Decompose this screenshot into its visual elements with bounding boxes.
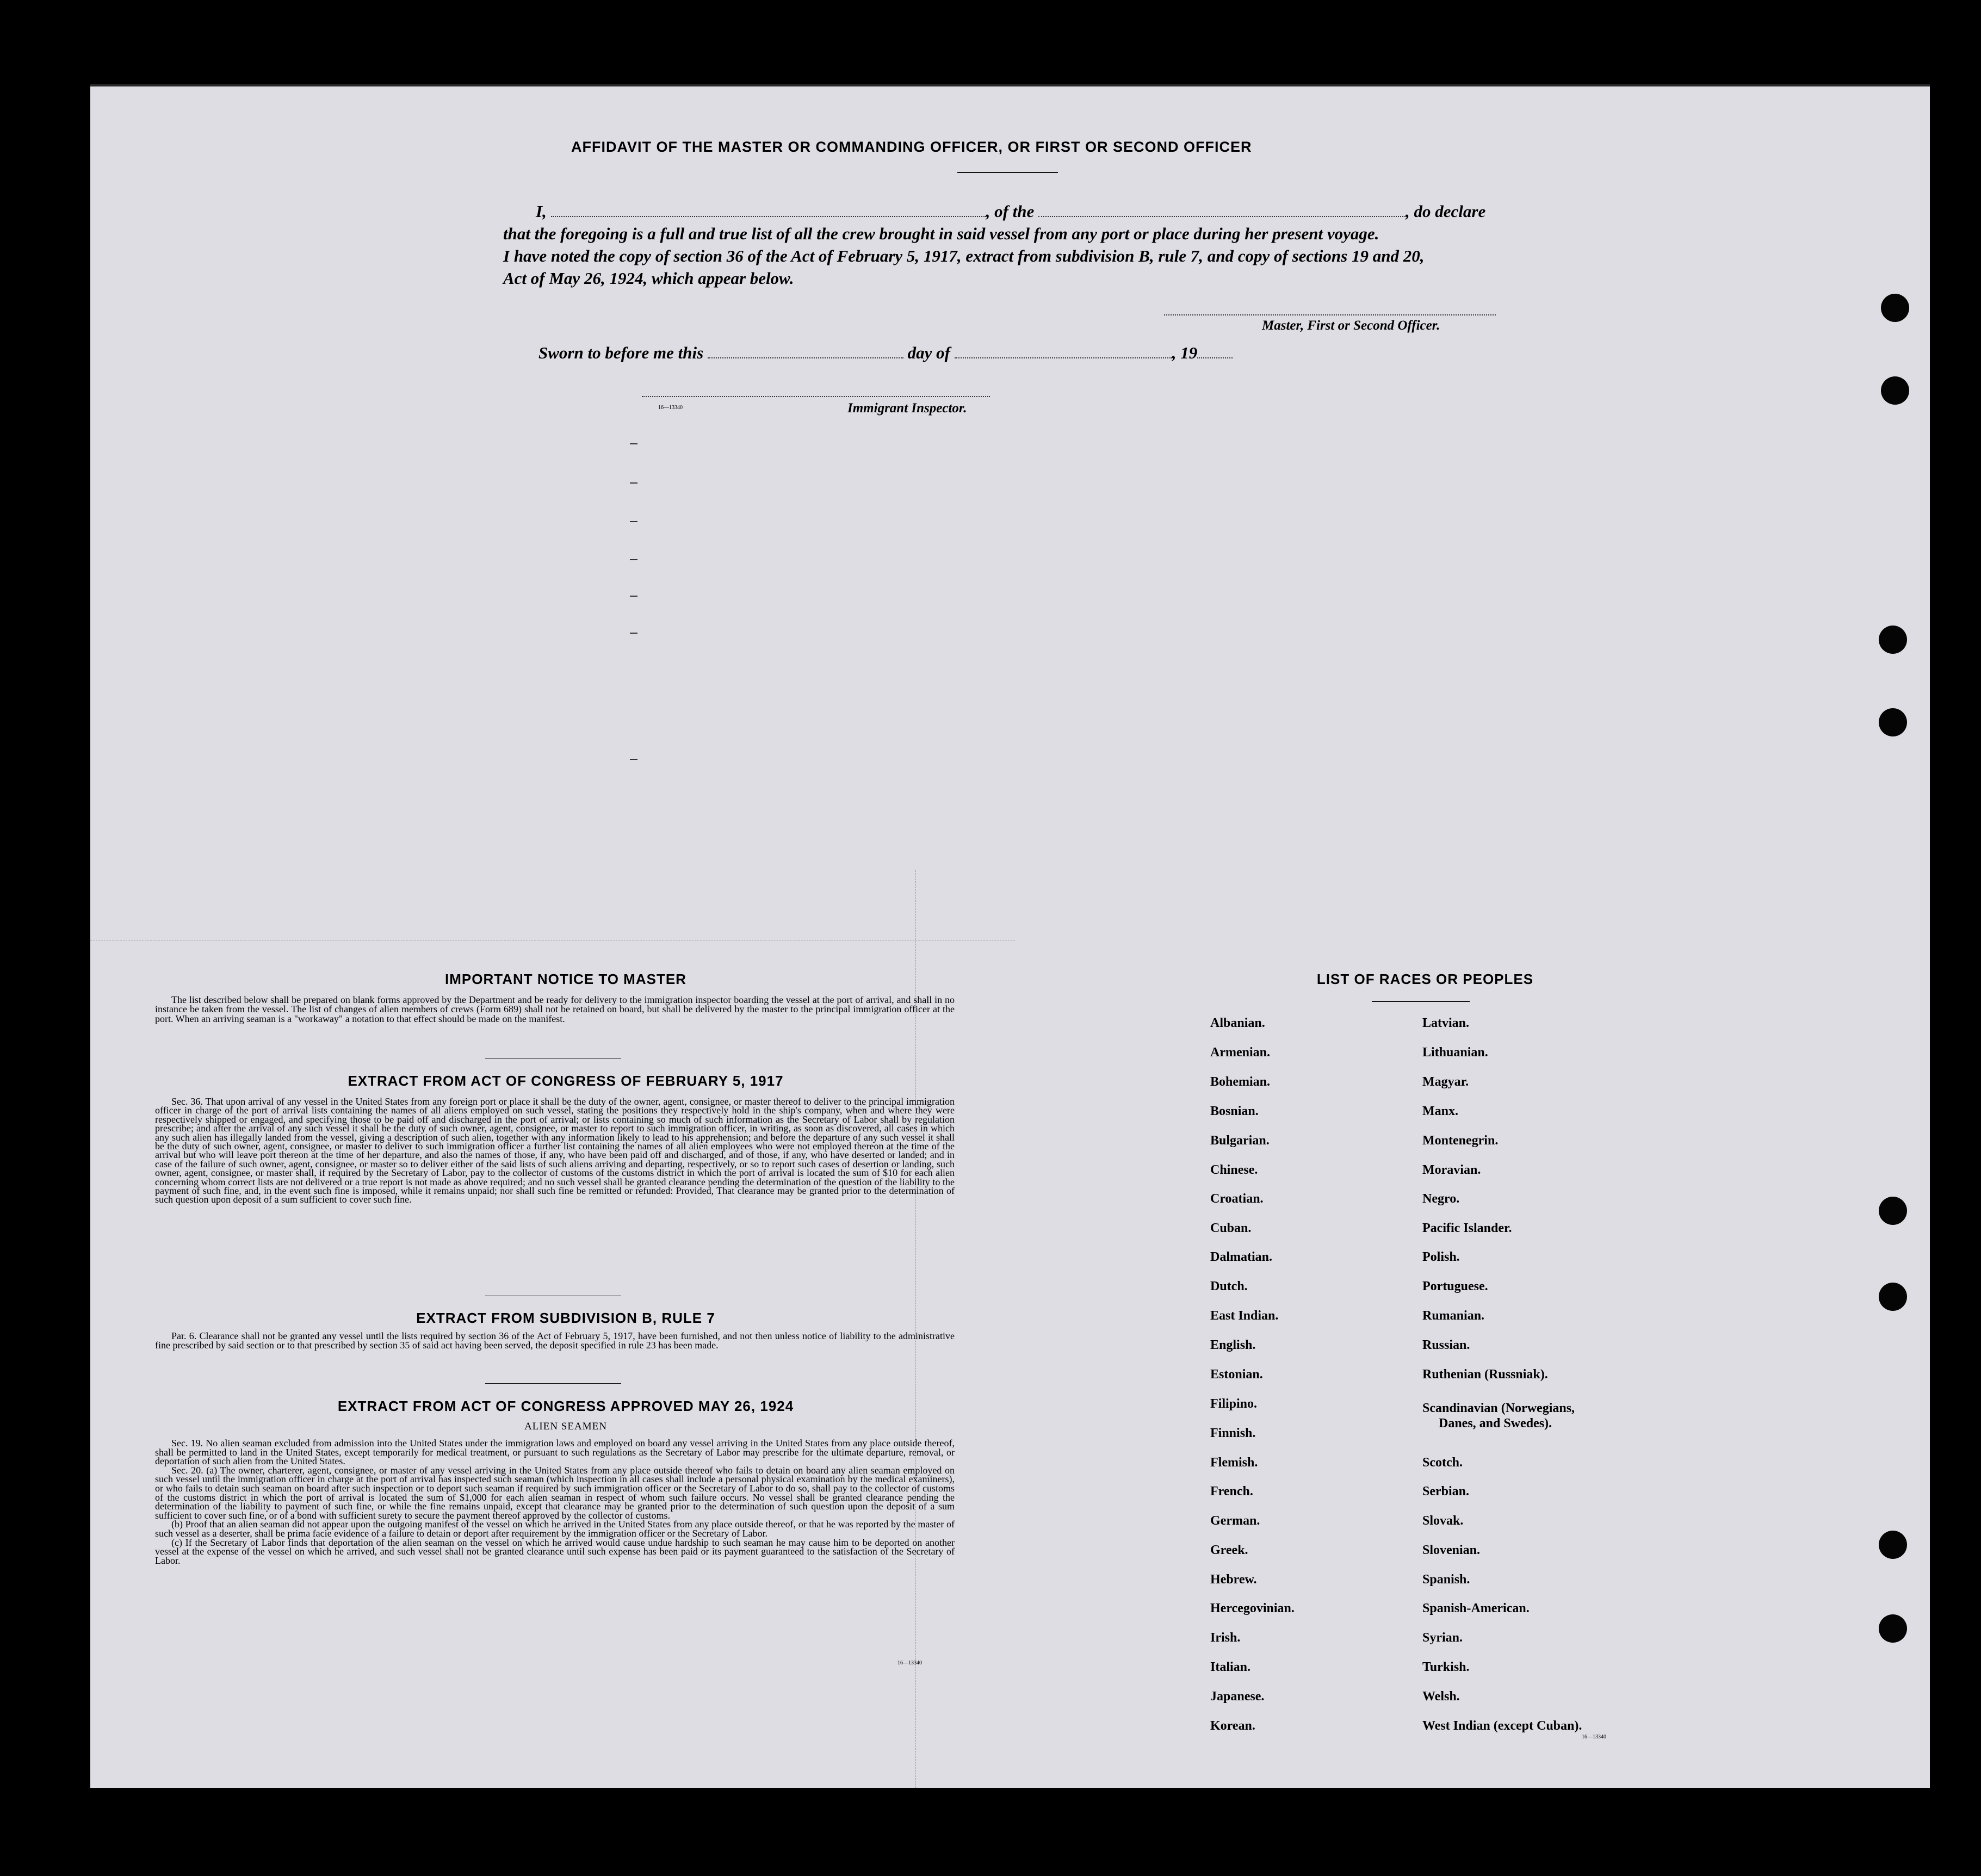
scan-mark (630, 482, 637, 484)
race-right: Polish. (1422, 1250, 1460, 1264)
rule7-title: EXTRACT FROM SUBDIVISION B, RULE 7 (416, 1310, 715, 1326)
race-left: Hebrew. (1210, 1572, 1257, 1587)
scan-mark (630, 559, 637, 560)
sworn-day-of: day of (907, 343, 950, 362)
sworn-line (538, 342, 1528, 364)
declaration-start: I, (536, 202, 547, 221)
rule7-text (155, 1332, 955, 1351)
race-left: Flemish. (1210, 1456, 1258, 1470)
sworn-start: Sworn to before me this (538, 343, 704, 362)
binder-hole (1879, 1531, 1907, 1559)
sworn-month-field[interactable] (955, 357, 1172, 358)
race-right: Moravian. (1422, 1163, 1481, 1177)
scan-mark (630, 633, 637, 634)
name-field[interactable] (551, 215, 986, 217)
sworn-year-field[interactable] (1197, 357, 1233, 358)
race-right: Welsh. (1422, 1689, 1460, 1704)
declaration-line-1 (536, 200, 1526, 222)
race-right: Lithuanian. (1422, 1045, 1488, 1060)
binder-hole (1881, 294, 1909, 322)
form-number: 16—13340 (1582, 1734, 1606, 1740)
declaration-line-4: Act of May 26, 1924, which appear below. (503, 269, 794, 288)
race-left: Bulgarian. (1210, 1134, 1270, 1148)
race-right: Syrian. (1422, 1631, 1463, 1645)
race-right: Turkish. (1422, 1660, 1470, 1674)
extract-1917-title: EXTRACT FROM ACT OF CONGRESS OF FEBRUARY 5, 1917 (348, 1073, 784, 1089)
binder-hole (1879, 1614, 1907, 1643)
race-left: Finnish. (1210, 1426, 1256, 1440)
race-right: Montenegrin. (1422, 1134, 1499, 1148)
page-top-edge (90, 84, 1930, 86)
race-left: Greek. (1210, 1543, 1248, 1557)
extract-1924-subtitle: ALIEN SEAMEN (524, 1421, 607, 1432)
form-number: 16—13340 (897, 1660, 922, 1666)
race-right: Rumanian. (1422, 1309, 1485, 1323)
race-left: Korean. (1210, 1719, 1255, 1733)
inspector-signature-line[interactable] (642, 396, 990, 397)
race-left: English. (1210, 1338, 1256, 1352)
race-right: Magyar. (1422, 1075, 1469, 1089)
race-right: Pacific Islander. (1422, 1221, 1512, 1235)
race-left: Albanian. (1210, 1016, 1265, 1030)
rule7-paragraph: Par. 6. Clearance shall not be granted any vessel until the lists required by section 36 of the Act of February 5, 1917, have been furnished, and not then unless notice of liability to the administrative fine prescribed by said section or to that prescribed by section 35 of said act having been served, the deposit specified in rule 23 has been made. (155, 1330, 955, 1351)
race-left: Japanese. (1210, 1689, 1265, 1704)
race-right: Serbian. (1422, 1484, 1470, 1499)
race-left: Dutch. (1210, 1279, 1248, 1293)
race-left: Italian. (1210, 1660, 1251, 1674)
race-right: Negro. (1422, 1192, 1460, 1206)
title-underline (957, 172, 1058, 173)
binder-hole (1879, 708, 1907, 736)
race-left: Bosnian. (1210, 1104, 1259, 1118)
section-20b-paragraph: (b) Proof that an alien seaman did not appear upon the outgoing manifest of the vessel on which he arrived in the United States from any place outside thereof, or that he was reported by the master of such vessel as a deserter, shall be prima facie evidence of a failure to detain or deport after requirement by the immigration officer or the Secretary of Labor. (155, 1519, 955, 1539)
form-number: 16—13340 (658, 405, 683, 411)
extract-1917-text (155, 1097, 955, 1204)
declaration-line-3: I have noted the copy of section 36 of the Act of February 5, 1917, extract from subdivision B, rule 7, and copy of sections 19 and 20, (503, 246, 1425, 265)
race-left: Dalmatian. (1210, 1250, 1272, 1264)
extract-1924-text (155, 1439, 955, 1565)
race-right: Manx. (1422, 1104, 1458, 1118)
race-left: French. (1210, 1484, 1253, 1499)
binder-hole (1881, 376, 1909, 405)
section-rule (485, 1383, 621, 1384)
notice-title: IMPORTANT NOTICE TO MASTER (445, 971, 686, 987)
binder-hole (1879, 1283, 1907, 1311)
extract-1924-title: EXTRACT FROM ACT OF CONGRESS APPROVED MAY 26, 1924 (337, 1398, 794, 1414)
race-right: Danes, and Swedes). (1439, 1416, 1552, 1431)
notice-text (155, 995, 955, 1024)
section-19-paragraph: Sec. 19. No alien seaman excluded from admission into the United States under the immigration laws and employed on board any vessel arriving in the United States from any place outside thereof, shall be permitted to land in the United States, except temporarily for medical treatment, or pursuant to such regulations as the Secretary of Labor may prescribe for the ultimate departure, removal, or deportation of such alien from the United States. (155, 1438, 955, 1467)
race-left: Armenian. (1210, 1045, 1270, 1060)
vessel-field[interactable] (1038, 215, 1406, 217)
race-left: Irish. (1210, 1631, 1241, 1645)
race-left: Filipino. (1210, 1397, 1258, 1411)
scan-mark (630, 759, 637, 760)
signature-line[interactable] (1164, 314, 1496, 315)
binder-hole (1879, 1197, 1907, 1225)
race-left: Estonian. (1210, 1367, 1263, 1382)
inspector-label: Immigrant Inspector. (847, 401, 967, 416)
race-right: Ruthenian (Russniak). (1422, 1367, 1548, 1382)
race-left: Hercegovinian. (1210, 1601, 1295, 1615)
scan-mark (630, 443, 637, 444)
race-right: Spanish. (1422, 1572, 1470, 1587)
races-title: LIST OF RACES OR PEOPLES (1316, 971, 1534, 987)
signature-label: Master, First or Second Officer. (1262, 318, 1440, 333)
races-title-underline (1372, 1001, 1470, 1002)
sworn-day-field[interactable] (708, 357, 903, 358)
race-right: West Indian (except Cuban). (1422, 1719, 1582, 1733)
section-20c-paragraph: (c) If the Secretary of Labor finds that deportation of the alien seaman on the vessel on which he arrived would cause undue hardship to such seaman he may cause him to be deported on another vessel at the expense of the vessel on which he arrived, and such vessel shall not be granted clearance until such expense has been paid or its payment guaranteed to the satisfaction of the Secretary of Labor. (155, 1537, 955, 1566)
declaration-end: , do declare (1406, 202, 1486, 221)
races-list (1210, 1016, 1645, 1745)
binder-hole (1879, 626, 1907, 654)
race-right: Slovenian. (1422, 1543, 1481, 1557)
race-right: Scandinavian (Norwegians, (1422, 1401, 1575, 1415)
declaration-of-the: , of the (986, 202, 1035, 221)
notice-paragraph: The list described below shall be prepared on blank forms approved by the Department and be ready for delivery to the immigration inspector boarding the vessel at the port of arrival, and shall in no instance be taken from the vessel. The list of changes of alien members of crews (Form 689) shall not be retained on board, but shall be delivered by the master to the principal immigration officer at the port. When an arriving seaman is a "workaway" a notation to that effect should be made on the manifest. (155, 994, 955, 1024)
race-right: Spanish-American. (1422, 1601, 1530, 1615)
scan-mark (630, 596, 637, 597)
race-left: Cuban. (1210, 1221, 1252, 1235)
race-left: East Indian. (1210, 1309, 1279, 1323)
race-right: Latvian. (1422, 1016, 1470, 1030)
scan-mark (630, 521, 637, 522)
section-20a-paragraph: Sec. 20. (a) The owner, charterer, agent, consignee, or master of any vessel arriving in the United States from any place outside thereof who fails to detain on board any alien seaman employed on such vessel until the immigration officer in charge at the port of arrival has inspected such seaman (which inspection in all cases shall include a personal physical examination by the medical examiners), or who fails to detain such seaman on board after such inspection or to deport such seaman if required by such immigration officer or the Secretary of Labor to do so, shall pay to the collector of customs of the customs district in which the port of arrival is located the sum of $1,000 for each alien seaman in respect of whom such failure occurs. No vessel shall be granted clearance pending the determination of the liability to payment of such fine, or while the fine remains unpaid, except that clearance may be granted prior to the determination of such question upon the deposit of a sum sufficient to cover such fine, or of a bond with sufficient surety to secure the payment thereof approved by the collector of customs. (155, 1464, 955, 1521)
race-right: Russian. (1422, 1338, 1470, 1352)
race-left: Croatian. (1210, 1192, 1264, 1206)
race-right: Portuguese. (1422, 1279, 1488, 1293)
declaration-line-2: that the foregoing is a full and true list of all the crew brought in said vessel from any port or place during her present voyage. (503, 224, 1379, 243)
sworn-year-prefix: , 19 (1172, 343, 1198, 362)
extract-1917-paragraph: Sec. 36. That upon arrival of any vessel in the United States from any foreign port or place it shall be the duty of the owner, agent, consignee, or master thereof to deliver to the principal immigration officer in charge of the port of arrival lists containing the names of all aliens employed on such vessel, stating the positions they respectively hold in the ship's company, when and where they were respectively shipped or engaged, and specifying those to be paid off and discharged in the port of arrival; or lists containing so much of such information as the Secretary of Labor shall by regulation prescribe; and after the arrival of any such vessel it shall be the duty of such owner, agent, consignee, or master to report to such immigration officer, in writing, as soon as discovered, all cases in which any such alien has illegally landed from the vessel, giving a description of such alien, together with any information likely to lead to his apprehension; and before the departure of any such vessel it shall be the duty of such owner, agent, consignee, or master to deliver to such immigration officer a further list containing the names of all alien employees who were not employed thereon at the time of the arrival but who will leave port thereon at the time of her departure, and also the names of those, if any, who have been paid off and discharged, and of those, if any, who have deserted or landed; and in case of the failure of such owner, agent, consignee, or master so to deliver either of the said lists of such aliens arriving and departing, respectively, or so to report such cases of desertion or landing, such owner, agent, consignee, or master shall, if required by the Secretary of Labor, pay to the collector of customs of the customs district in which the port of arrival is located the sum of $10 for each alien concerning whom correct lists are not delivered or a true report is not made as above required; and no such vessel shall be granted clearance pending the determination of the question of the liability to the payment of such fine, and, in the event such fine is imposed, while it remains unpaid; nor shall such fine be remitted or refunded: Provided, That clearance may be granted prior to the determination of such question upon deposit of a sum sufficient to cover such fine. (155, 1096, 955, 1205)
race-left: Bohemian. (1210, 1075, 1271, 1089)
race-right: Slovak. (1422, 1514, 1464, 1528)
race-left: Chinese. (1210, 1163, 1258, 1177)
race-left: German. (1210, 1514, 1260, 1528)
race-right: Scotch. (1422, 1456, 1463, 1470)
affidavit-title: AFFIDAVIT OF THE MASTER OR COMMANDING OFFICER, OR FIRST OR SECOND OFFICER (571, 139, 1252, 155)
